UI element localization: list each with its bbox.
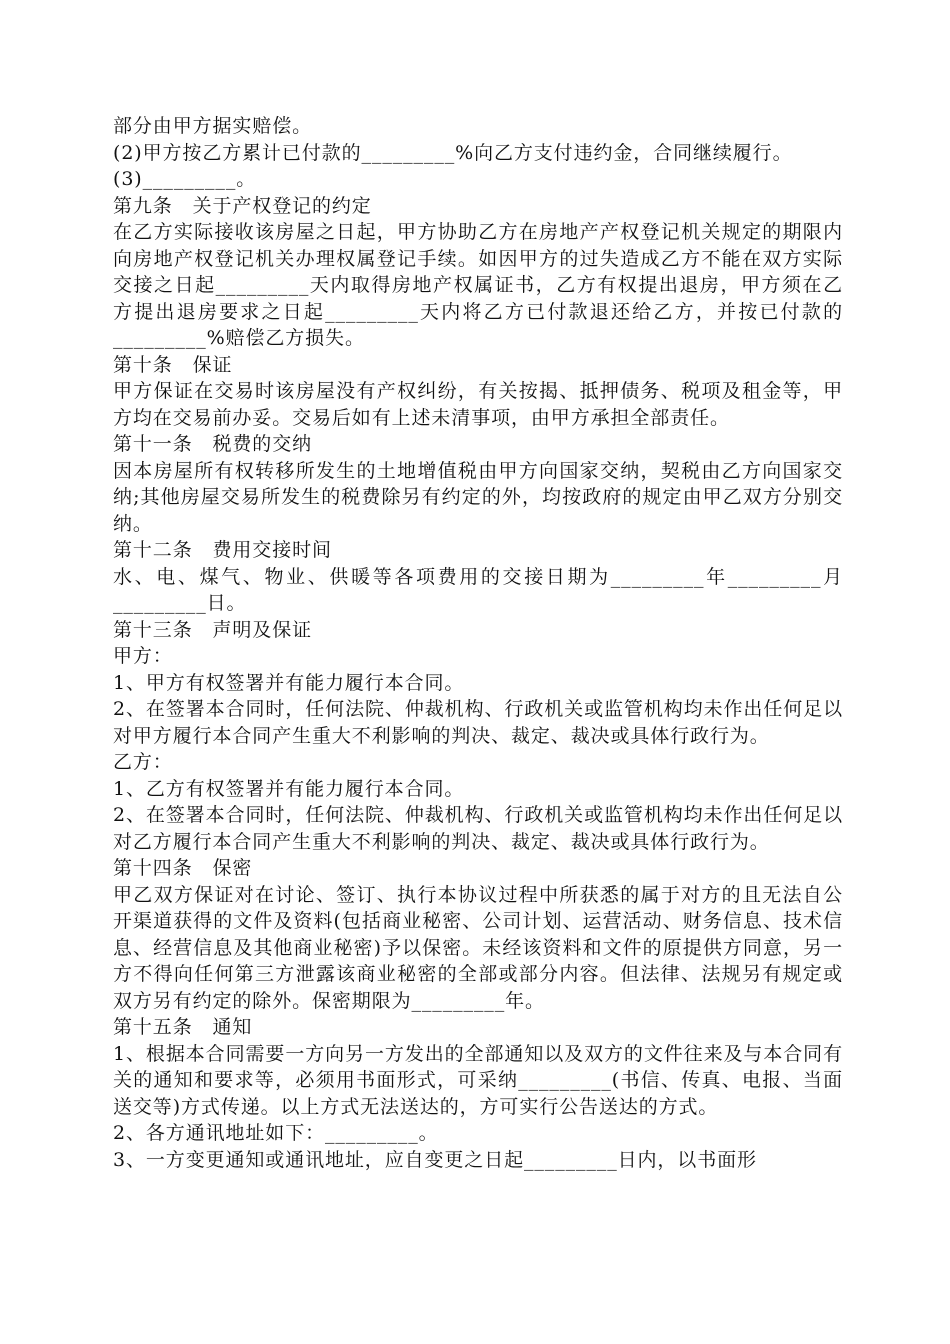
party-b-clause-1: 1、乙方有权签署并有能力履行本合同。 [113, 777, 465, 800]
article-15-clause-2: 2、各方通讯地址如下：_________。 [113, 1122, 439, 1144]
article-11-heading: 第十一条 税费的交纳 [113, 433, 313, 455]
paragraph-penalty-option-3: (3)_________。 [113, 168, 257, 190]
article-15-heading: 第十五条 通知 [113, 1016, 253, 1038]
article-9-heading: 第九条 关于产权登记的约定 [113, 194, 372, 217]
party-a-label: 甲方： [113, 645, 173, 667]
document-page [113, 113, 843, 1173]
paragraph-penalty-option-2: (2)甲方按乙方累计已付款的_________%向乙方支付违约金，合同继续履行。 [113, 141, 793, 164]
article-11-body: 因本房屋所有权转移所发生的土地增值税由甲方向国家交纳，契税由乙方向国家交纳;其他房屋交易所发生的税费除另有约定的外，均按政府的规定由甲乙双方分别交纳。 [113, 459, 843, 535]
article-12-heading: 第十二条 费用交接时间 [113, 539, 332, 561]
article-13-heading: 第十三条 声明及保证 [113, 618, 313, 641]
party-a-clause-1: 1、甲方有权签署并有能力履行本合同。 [113, 671, 465, 694]
article-15-clause-3: 3、一方变更通知或通讯地址，应自变更之日起_________日内，以书面形 [113, 1148, 757, 1171]
party-b-clause-2: 2、在签署本合同时，任何法院、仲裁机构、行政机关或监管机构均未作出任何足以对乙方履行本合同产生重大不利影响的判决、裁定、裁决或具体行政行为。 [113, 804, 843, 853]
article-14-body: 甲乙双方保证对在讨论、签订、执行本协议过程中所获悉的属于对方的且无法自公开渠道获得的文件及资料(包括商业秘密、公司计划、运营活动、财务信息、技术信息、经营信息及其他商业秘密)予以保密。未经该资料和文件的原提供方同意，另一方不得向任何第三方泄露该商业秘密的全部或部分内容。但法律、法规另有规定或双方另有约定的除外。保密期限为_________年。 [113, 883, 843, 1012]
article-12-body: 水、电、煤气、物业、供暖等各项费用的交接日期为_________年_________月_________日。 [113, 565, 843, 614]
paragraph-compensation-continued: 部分由甲方据实赔偿。 [113, 115, 313, 137]
article-10-body: 甲方保证在交易时该房屋没有产权纠纷，有关按揭、抵押债务、税项及租金等，甲方均在交易前办妥。交易后如有上述未清事项，由甲方承担全部责任。 [113, 380, 843, 429]
party-b-label: 乙方： [113, 751, 173, 773]
party-a-clause-2: 2、在签署本合同时，任何法院、仲裁机构、行政机关或监管机构均未作出任何足以对甲方履行本合同产生重大不利影响的判决、裁定、裁决或具体行政行为。 [113, 698, 843, 747]
article-9-body: 在乙方实际接收该房屋之日起，甲方协助乙方在房地产产权登记机关规定的期限内向房地产权登记机关办理权属登记手续。如因甲方的过失造成乙方不能在双方实际交接之日起_________天内取得房地产权属证书，乙方有权提出退房，甲方须在乙方提出退房要求之日起_________天内将乙方已付款退还给乙方，并按已付款的_________%赔偿乙方损失。 [113, 221, 843, 349]
article-10-heading: 第十条 保证 [113, 353, 233, 376]
article-14-heading: 第十四条 保密 [113, 857, 253, 879]
article-15-clause-1: 1、根据本合同需要一方向另一方发出的全部通知以及双方的文件往来及与本合同有关的通知和要求等，必须用书面形式，可采纳_________(书信、传真、电报、当面送交等)方式传递。以上方式无法送达的，方可实行公告送达的方式。 [113, 1042, 843, 1118]
